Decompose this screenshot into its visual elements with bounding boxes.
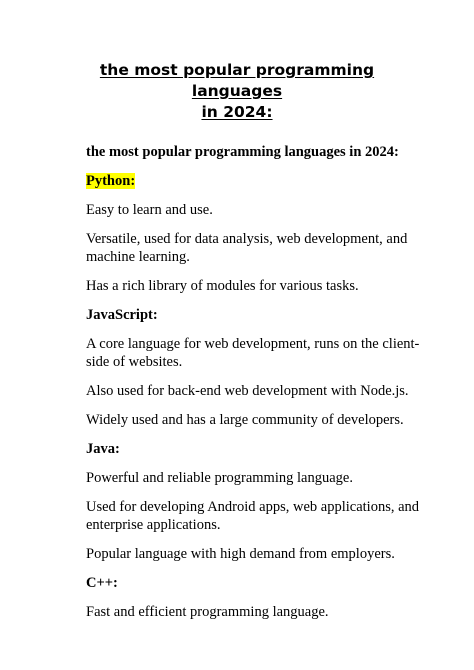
section-heading-cpp: C++: bbox=[86, 575, 118, 591]
document-body bbox=[86, 143, 426, 632]
body-subheading: the most popular programming languages in 2024: bbox=[86, 144, 399, 160]
paragraph: Fast and efficient programming language. bbox=[86, 604, 329, 620]
section-heading-python bbox=[86, 172, 426, 190]
paragraph: Used for developing Android apps, web applications, and enterprise applications. bbox=[86, 499, 420, 533]
paragraph: Has a rich library of modules for various tasks. bbox=[86, 278, 359, 294]
highlighted-heading-text: Python: bbox=[86, 173, 136, 189]
paragraph: Also used for back-end web development with Node.js. bbox=[86, 383, 409, 399]
title-line-2: in 2024: bbox=[201, 103, 273, 121]
paragraph: A core language for web development, runs on the client-side of websites. bbox=[86, 336, 420, 370]
section-heading-javascript: JavaScript: bbox=[86, 307, 158, 323]
paragraph: Popular language with high demand from employers. bbox=[86, 546, 395, 562]
paragraph: Versatile, used for data analysis, web development, and machine learning. bbox=[86, 231, 408, 265]
paragraph: Powerful and reliable programming language. bbox=[86, 470, 353, 486]
document-title bbox=[60, 60, 414, 123]
section-heading-java: Java: bbox=[86, 441, 120, 457]
paragraph: Widely used and has a large community of developers. bbox=[86, 412, 404, 428]
title-line-1: the most popular programming languages bbox=[99, 61, 375, 100]
paragraph: Easy to learn and use. bbox=[86, 202, 213, 218]
